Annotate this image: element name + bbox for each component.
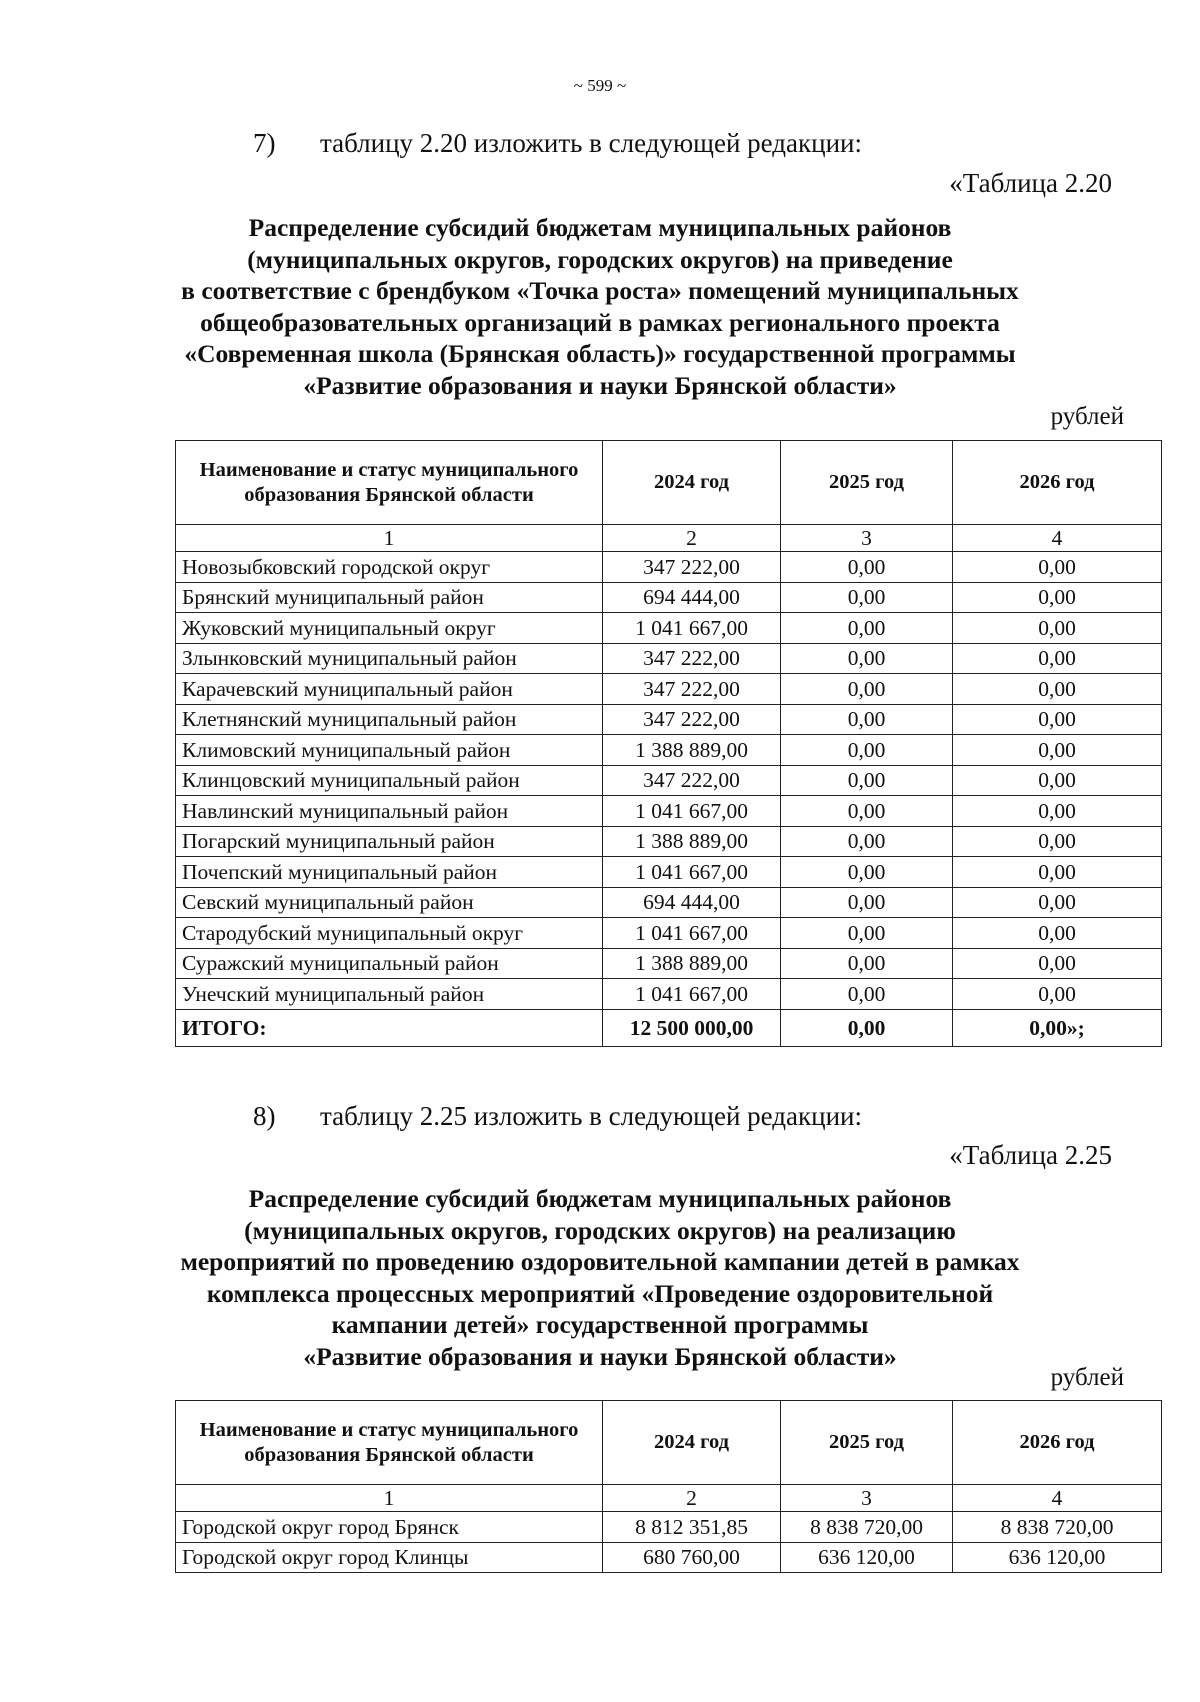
cell-2024: 1 041 667,00 [603,857,781,888]
cell-2026: 0,00 [953,582,1162,613]
title-line: кампании детей» государственной программы [331,1310,869,1339]
column-header-name: Наименование и статус муниципального образования Брянской области [176,1401,603,1485]
title-line: Распределение субсидий бюджетам муниципальных районов [248,1184,952,1213]
cell-2024: 680 760,00 [603,1542,781,1573]
column-number: 4 [953,1485,1162,1512]
column-header-2024: 2024 год [603,441,781,525]
table-row [176,552,1162,583]
cell-2024: 1 041 667,00 [603,796,781,827]
column-header-name: Наименование и статус муниципального образования Брянской области [176,441,603,525]
total-value: 0,00»; [953,1009,1162,1046]
total-value: 12 500 000,00 [603,1009,781,1046]
table-row [176,1542,1162,1573]
cell-2025: 0,00 [781,765,953,796]
column-header-2024: 2024 год [603,1401,781,1485]
column-number-row [176,1485,1162,1512]
table-2-25 [175,1400,1162,1573]
cell-name: Почепский муниципальный район [176,857,603,888]
table-header-row [176,441,1162,525]
cell-2025: 0,00 [781,796,953,827]
cell-2026: 636 120,00 [953,1542,1162,1573]
cell-2025: 0,00 [781,704,953,735]
cell-2026: 0,00 [953,857,1162,888]
column-number-row [176,525,1162,552]
cell-2025: 0,00 [781,948,953,979]
table-row [176,674,1162,705]
title-line: общеобразовательных организаций в рамках регионального проекта [200,307,1000,337]
section-8-text: таблицу 2.25 изложить в следующей редакции: [320,1101,862,1131]
cell-2025: 8 838 720,00 [781,1512,953,1543]
section-8-number: 8) [253,1101,276,1131]
cell-name: Унечский муниципальный район [176,979,603,1010]
cell-2026: 0,00 [953,948,1162,979]
column-header-2025: 2025 год [781,1401,953,1485]
cell-2024: 694 444,00 [603,887,781,918]
title-line: (муниципальных округов, городских округов) на приведение [247,244,953,274]
column-number: 2 [603,1485,781,1512]
cell-name: Климовский муниципальный район [176,735,603,766]
table-2-25-units: рублей [1050,1364,1124,1391]
cell-2026: 0,00 [953,552,1162,583]
cell-2026: 0,00 [953,765,1162,796]
column-number: 1 [176,1485,603,1512]
cell-2025: 636 120,00 [781,1542,953,1573]
column-number: 4 [953,525,1162,552]
total-label: ИТОГО: [176,1009,603,1046]
cell-2025: 0,00 [781,613,953,644]
table-row [176,765,1162,796]
table-row [176,948,1162,979]
cell-2025: 0,00 [781,643,953,674]
title-line: «Развитие образования и науки Брянской области» [303,1341,897,1371]
cell-2026: 0,00 [953,796,1162,827]
section-8-instruction [253,1101,862,1132]
cell-2026: 0,00 [953,704,1162,735]
table-row [176,643,1162,674]
cell-2024: 1 388 889,00 [603,735,781,766]
column-header-2026: 2026 год [953,441,1162,525]
table-row [176,979,1162,1010]
cell-name: Карачевский муниципальный район [176,674,603,705]
cell-2024: 347 222,00 [603,674,781,705]
table-row [176,704,1162,735]
cell-2025: 0,00 [781,582,953,613]
cell-name: Новозыбковский городской округ [176,552,603,583]
table-2-20-units: рублей [1050,403,1124,430]
cell-2024: 694 444,00 [603,582,781,613]
cell-2024: 8 812 351,85 [603,1512,781,1543]
column-number: 1 [176,525,603,552]
cell-2024: 1 388 889,00 [603,826,781,857]
title-line: мероприятий по проведению оздоровительной кампании детей в рамках [180,1247,1020,1276]
column-number: 3 [781,525,953,552]
title-line: «Развитие образования и науки Брянской области» [303,370,897,400]
cell-2026: 0,00 [953,887,1162,918]
table-row [176,613,1162,644]
table-row [176,826,1162,857]
cell-2025: 0,00 [781,735,953,766]
cell-name: Погарский муниципальный район [176,826,603,857]
cell-2026: 0,00 [953,735,1162,766]
cell-2024: 347 222,00 [603,765,781,796]
page-number: ~ 599 ~ [573,76,627,95]
cell-2025: 0,00 [781,674,953,705]
section-7-text: таблицу 2.20 изложить в следующей редакции: [320,128,862,158]
cell-2026: 0,00 [953,613,1162,644]
cell-name: Злынковский муниципальный район [176,643,603,674]
cell-2024: 347 222,00 [603,552,781,583]
cell-name: Городской округ город Клинцы [176,1542,603,1573]
cell-name: Клинцовский муниципальный район [176,765,603,796]
title-line: Распределение субсидий бюджетам муниципальных районов [248,213,952,242]
cell-2024: 347 222,00 [603,643,781,674]
cell-2025: 0,00 [781,826,953,857]
cell-name: Жуковский муниципальный округ [176,613,603,644]
cell-name: Навлинский муниципальный район [176,796,603,827]
cell-name: Стародубский муниципальный округ [176,918,603,949]
total-value: 0,00 [781,1009,953,1046]
table-row [176,857,1162,888]
column-number: 3 [781,1485,953,1512]
cell-2026: 0,00 [953,674,1162,705]
table-row [176,887,1162,918]
table-2-20-caption: «Таблица 2.20 [949,168,1112,198]
cell-2026: 0,00 [953,826,1162,857]
title-line: в соответствие с брендбуком «Точка роста» помещений муниципальных [181,276,1019,305]
table-2-20-title [150,212,1050,401]
cell-2026: 8 838 720,00 [953,1512,1162,1543]
column-number: 2 [603,525,781,552]
cell-2024: 1 388 889,00 [603,948,781,979]
title-line: (муниципальных округов, городских округов) на реализацию [244,1215,956,1245]
section-7-number: 7) [253,128,276,158]
cell-2025: 0,00 [781,979,953,1010]
table-2-25-title [150,1183,1050,1372]
cell-name: Клетнянский муниципальный район [176,704,603,735]
cell-name: Суражский муниципальный район [176,948,603,979]
cell-2026: 0,00 [953,918,1162,949]
cell-2026: 0,00 [953,643,1162,674]
table-row [176,1512,1162,1543]
cell-2024: 1 041 667,00 [603,918,781,949]
column-header-2026: 2026 год [953,1401,1162,1485]
table-row [176,582,1162,613]
cell-2025: 0,00 [781,552,953,583]
cell-2025: 0,00 [781,918,953,949]
cell-2025: 0,00 [781,857,953,888]
table-2-25-caption: «Таблица 2.25 [949,1140,1112,1170]
title-line: комплекса процессных мероприятий «Проведение оздоровительной [206,1278,994,1308]
cell-2024: 1 041 667,00 [603,613,781,644]
table-row [176,918,1162,949]
cell-2024: 347 222,00 [603,704,781,735]
cell-2025: 0,00 [781,887,953,918]
column-header-2025: 2025 год [781,441,953,525]
cell-name: Городской округ город Брянск [176,1512,603,1543]
cell-name: Севский муниципальный район [176,887,603,918]
section-7-instruction [253,128,862,159]
cell-name: Брянский муниципальный район [176,582,603,613]
table-header-row [176,1401,1162,1485]
total-row [176,1009,1162,1046]
title-line: «Современная школа (Брянская область)» государственной программы [184,339,1016,368]
cell-2026: 0,00 [953,979,1162,1010]
table-row [176,735,1162,766]
cell-2024: 1 041 667,00 [603,979,781,1010]
table-2-20 [175,440,1162,1047]
table-row [176,796,1162,827]
